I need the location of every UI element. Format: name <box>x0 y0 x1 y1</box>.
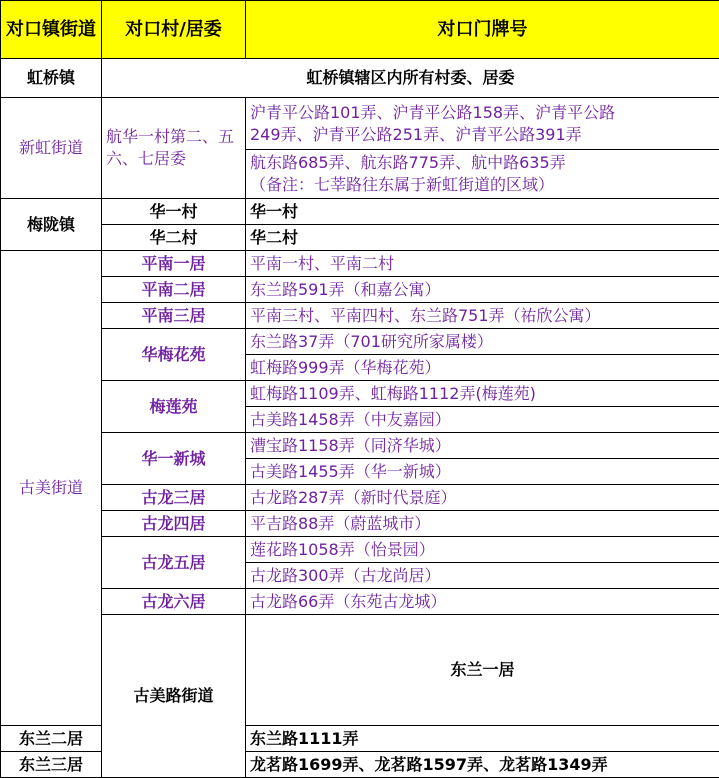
table-row <box>1 329 719 355</box>
header-town: 对口镇街道 <box>1 1 102 59</box>
header-community: 对口村/居委 <box>102 1 246 59</box>
table-row <box>1 59 719 98</box>
address-cell: 莲花路1058弄（怡景园） <box>246 537 719 563</box>
address-cell: 东兰路591弄（和嘉公寓） <box>246 277 719 303</box>
table-row <box>1 251 719 277</box>
address-line: 249弄、沪青平公路251弄、沪青平公路391弄 <box>250 124 715 146</box>
header-row <box>1 1 719 59</box>
address-cell <box>246 98 719 150</box>
address-cell: 平南三村、平南四村、东兰路751弄（祐欣公寓） <box>246 303 719 329</box>
community-cell: 华梅花苑 <box>102 329 246 381</box>
community-cell: 东兰一居 <box>246 615 719 726</box>
town-cell: 古美街道 <box>1 251 102 726</box>
community-cell: 梅莲苑 <box>102 381 246 433</box>
table-row <box>1 537 719 563</box>
table-row <box>1 225 719 251</box>
address-cell: 古龙路287弄（新时代景庭） <box>246 485 719 511</box>
table-row <box>1 277 719 303</box>
community-cell: 古龙三居 <box>102 485 246 511</box>
address-cell: 华二村 <box>246 225 719 251</box>
address-cell: 东兰路37弄（701研究所家属楼） <box>246 329 719 355</box>
address-cell: 古龙路300弄（古龙尚居） <box>246 563 719 589</box>
address-cell: 古龙路66弄（东苑古龙城） <box>246 589 719 615</box>
community-cell: 东兰二居 <box>1 726 102 752</box>
address-cell: 平南一村、平南二村 <box>246 251 719 277</box>
table-row <box>1 199 719 225</box>
address-cell: 虹梅路1109弄、虹梅路1112弄(梅莲苑) <box>246 381 719 407</box>
community-cell: 华一村 <box>102 199 246 225</box>
address-cell: 虹桥镇辖区内所有村委、居委 <box>102 59 719 98</box>
address-cell: 东兰路1111弄 <box>246 726 719 752</box>
community-cell: 航华一村第二、五六、七居委 <box>102 98 246 199</box>
town-cell: 虹桥镇 <box>1 59 102 98</box>
address-line: 沪青平公路101弄、沪青平公路158弄、沪青平公路 <box>250 102 715 124</box>
community-cell: 平南二居 <box>102 277 246 303</box>
address-cell: 漕宝路1158弄（同济华城） <box>246 433 719 459</box>
table-row <box>1 615 719 726</box>
address-line: （备注：七莘路往东属于新虹街道的区域） <box>250 174 715 196</box>
community-cell: 古龙六居 <box>102 589 246 615</box>
community-cell: 古龙四居 <box>102 511 246 537</box>
address-cell: 龙茗路1699弄、龙茗路1597弄、龙茗路1349弄 <box>246 752 719 778</box>
table-row <box>1 485 719 511</box>
table-row <box>1 381 719 407</box>
town-cell: 新虹街道 <box>1 98 102 199</box>
table-row <box>1 303 719 329</box>
community-cell: 华一新城 <box>102 433 246 485</box>
address-cell <box>246 150 719 199</box>
community-cell: 东兰三居 <box>1 752 102 778</box>
community-cell: 平南一居 <box>102 251 246 277</box>
town-cell: 古美路街道 <box>102 615 246 778</box>
town-cell: 梅陇镇 <box>1 199 102 251</box>
table-row <box>1 589 719 615</box>
community-cell: 古龙五居 <box>102 537 246 589</box>
community-cell: 华二村 <box>102 225 246 251</box>
table-row <box>1 433 719 459</box>
address-line: 航东路685弄、航东路775弄、航中路635弄 <box>250 152 715 174</box>
address-cell: 古美路1458弄（中友嘉园） <box>246 407 719 433</box>
address-cell: 华一村 <box>246 199 719 225</box>
table-row <box>1 98 719 150</box>
address-cell: 古美路1455弄（华一新城） <box>246 459 719 485</box>
address-cell: 平吉路88弄（蔚蓝城市） <box>246 511 719 537</box>
header-address: 对口门牌号 <box>246 1 719 59</box>
community-cell: 平南三居 <box>102 303 246 329</box>
table-row <box>1 511 719 537</box>
address-cell: 虹梅路999弄（华梅花苑） <box>246 355 719 381</box>
